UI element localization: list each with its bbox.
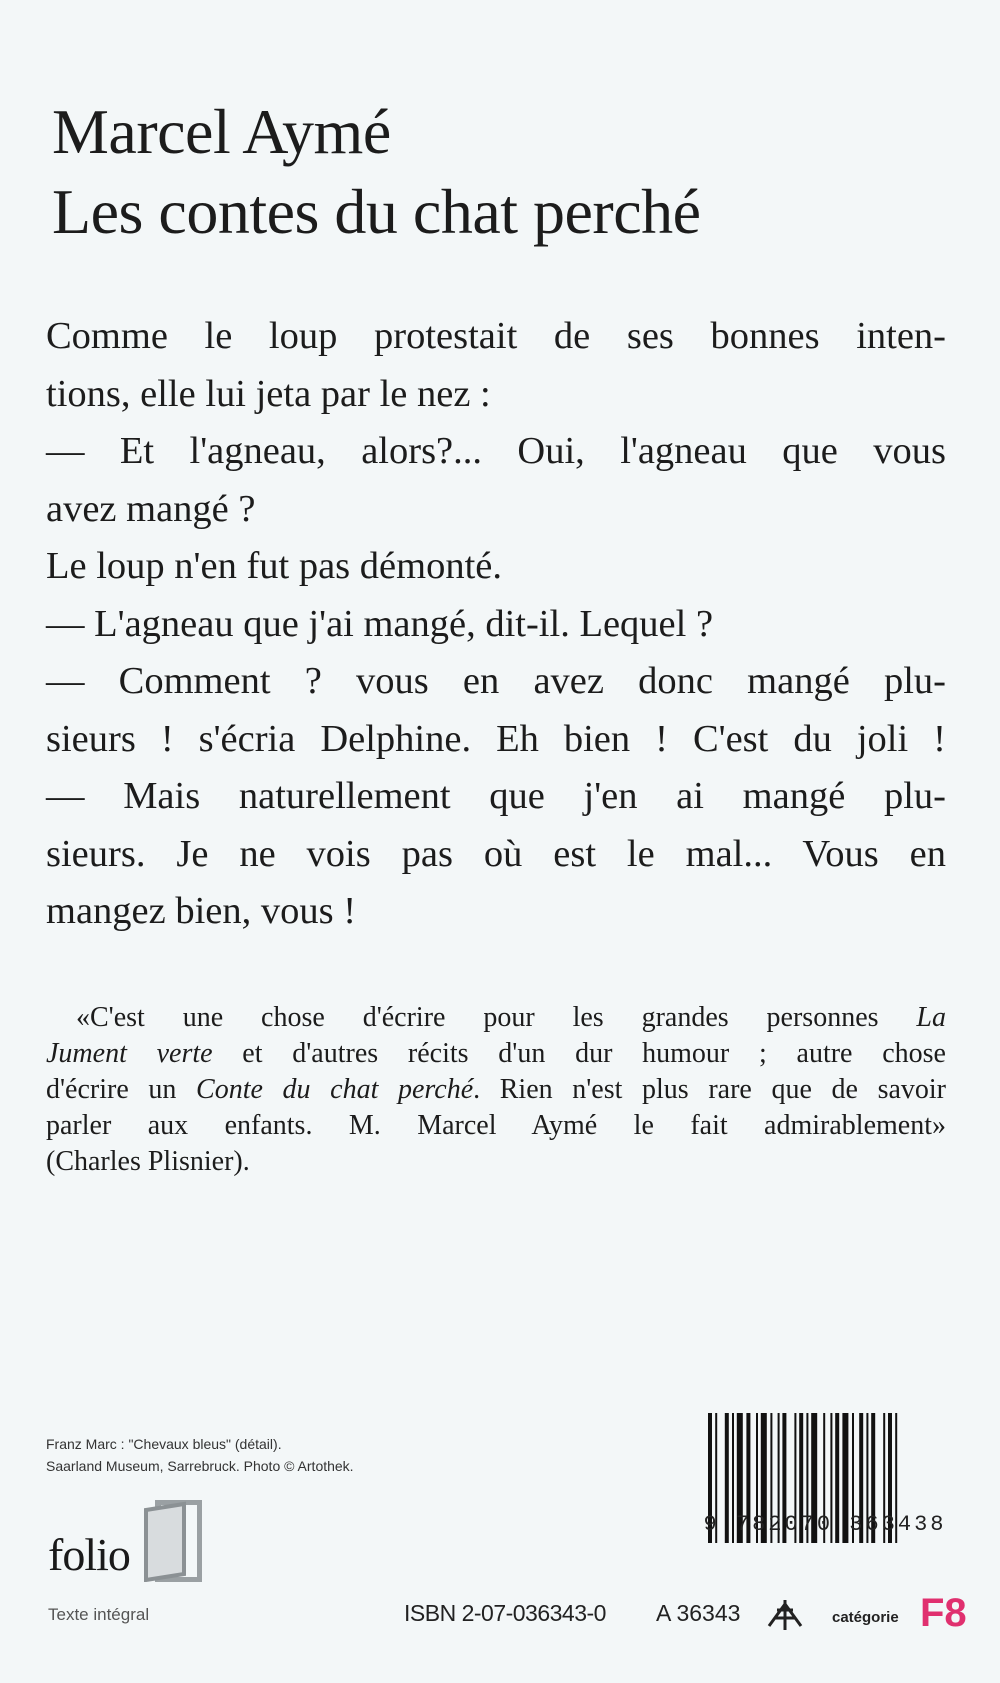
folio-wordmark: folio [48,1529,130,1580]
barcode-digits: 9 782070 363438 [703,1512,947,1537]
press-quote [46,1000,946,1180]
quote-text: et d'autres récits d'un dur humour ; autre chose [212,1038,946,1069]
gallimard-monogram-icon [765,1596,805,1632]
category-code: F8 [920,1591,967,1635]
excerpt-line: avez mangé ? [46,487,256,530]
image-credit [46,1433,354,1477]
excerpt-line: tions, elle lui jeta par le nez : [46,372,491,415]
quote-line [46,1036,946,1072]
excerpt-line: sieurs. Je ne vois pas où est le mal... Vous en [46,832,946,875]
texte-integral-label: Texte intégral [48,1605,150,1624]
excerpt-line: — Comment ? vous en avez donc mangé plu- [46,660,946,702]
quote-line: (Charles Plisnier). [46,1146,250,1177]
quote-line: parler aux enfants. M. Marcel Aymé le fait admirablement» [46,1110,946,1141]
credit-line: Franz Marc : "Chevaux bleus" (détail). [46,1436,282,1452]
excerpt-line: — L'agneau que j'ai mangé, dit-il. Lequel ? [46,602,714,645]
quote-text: d'écrire un [46,1074,197,1105]
quote-text: . Rien n'est plus rare que de savoir [473,1074,946,1105]
quote-italic: Conte du chat perché [196,1074,474,1105]
isbn: ISBN 2-07-036343-0 [404,1600,606,1626]
excerpt-line: mangez bien, vous ! [46,890,357,932]
category-label: catégorie [832,1609,899,1626]
excerpt-line: Comme le loup protestait de ses bonnes inten- [46,315,946,357]
quote-text: «C'est une chose d'écrire pour les grandes personnes [76,1002,917,1033]
quote-line [46,1072,946,1108]
catalog-code: A 36343 [656,1600,741,1626]
book-title: Les contes du chat perché [52,176,701,247]
excerpt-line: Le loup n'en fut pas démonté. [46,545,502,587]
excerpt-line: — Mais naturellement que j'en ai mangé plu- [46,775,946,817]
excerpt-line: sieurs ! s'écria Delphine. Eh bien ! C'est du joli ! [46,717,946,760]
excerpt [46,308,946,941]
quote-italic: Jument verte [46,1038,213,1069]
quote-italic: La [916,1002,946,1033]
quote-line [46,1000,946,1036]
credit-line: Saarland Museum, Sarrebruck. Photo © Artothek. [46,1458,354,1474]
author-name: Marcel Aymé [52,96,391,167]
folio-frame-icon [144,1500,202,1582]
folio-logo [48,1500,218,1590]
excerpt-line: — Et l'agneau, alors?... Oui, l'agneau que vous [46,430,946,472]
